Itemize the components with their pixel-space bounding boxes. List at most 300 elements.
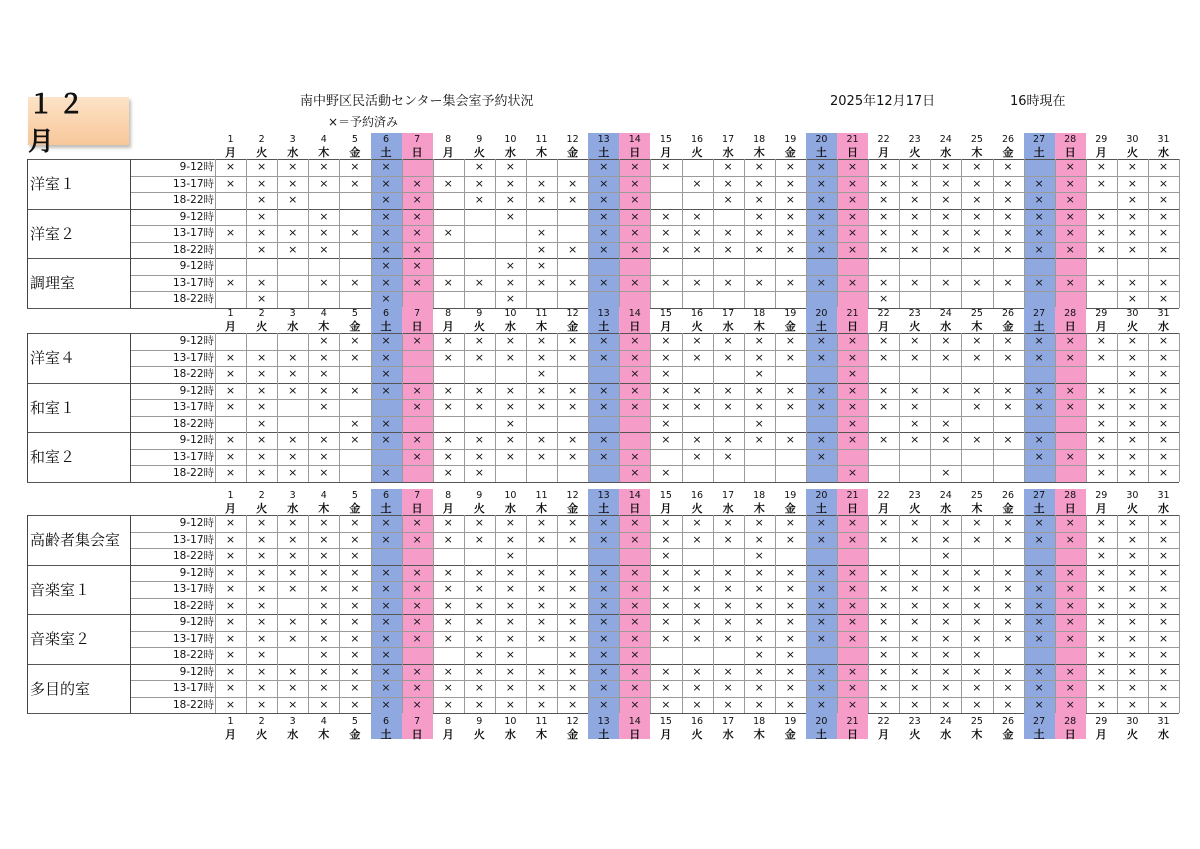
booked-mark: × (536, 598, 547, 612)
booked-mark: × (1127, 549, 1137, 562)
slot-label: 13-17時 (172, 450, 214, 463)
day-number: 21 (846, 308, 859, 319)
booked-mark: × (785, 582, 795, 595)
booked-mark: × (381, 259, 391, 272)
booked-mark: × (785, 532, 795, 546)
booked-mark: × (443, 226, 453, 239)
booked-mark: × (412, 449, 422, 463)
weekday-label: 土 (815, 502, 827, 515)
booked-mark: × (692, 350, 702, 364)
booked-mark: × (972, 532, 982, 546)
booked-mark: × (972, 582, 982, 595)
weekday-label: 月 (878, 728, 890, 741)
day-header (837, 715, 868, 741)
booked-mark: × (1127, 275, 1137, 289)
day-number: 8 (445, 716, 452, 727)
weekday-label: 水 (1158, 320, 1169, 333)
booked-mark: × (878, 664, 889, 678)
booked-mark: × (225, 582, 236, 595)
booked-mark: × (225, 449, 236, 463)
booked-mark: × (256, 416, 267, 430)
booked-mark: × (723, 350, 733, 364)
day-number: 27 (1033, 134, 1046, 145)
booked-mark: × (941, 565, 951, 579)
booked-mark: × (878, 615, 889, 628)
booked-mark: × (692, 516, 702, 529)
booked-mark: × (941, 681, 951, 694)
weekday-label: 水 (1158, 728, 1169, 741)
booked-mark: × (350, 664, 360, 678)
booked-mark: × (878, 383, 889, 397)
booked-mark: × (910, 334, 920, 347)
booked-mark: × (692, 242, 702, 256)
booked-mark: × (381, 648, 391, 661)
day-header (371, 133, 402, 159)
booked-mark: × (288, 664, 298, 678)
booked-mark: × (878, 598, 889, 612)
booked-mark: × (1096, 598, 1106, 612)
day-header (557, 307, 588, 333)
day-number: 5 (351, 134, 358, 145)
booked-mark: × (910, 648, 920, 661)
booked-mark: × (661, 350, 671, 364)
booked-mark: × (910, 516, 920, 529)
booked-mark: × (412, 226, 422, 239)
booked-mark: × (288, 631, 298, 645)
weekday-label: 木 (536, 502, 547, 515)
day-header (215, 715, 246, 741)
day-number: 25 (970, 134, 983, 145)
day-number: 1 (227, 134, 234, 145)
booked-mark: × (474, 466, 484, 479)
booked-mark: × (692, 631, 702, 645)
day-number: 28 (1064, 716, 1077, 727)
booked-mark: × (941, 226, 951, 239)
day-number: 16 (690, 716, 704, 727)
booked-mark: × (723, 664, 733, 678)
weekday-label: 金 (784, 728, 796, 741)
booked-mark: × (319, 449, 329, 463)
day-header (899, 133, 930, 159)
booked-mark: × (443, 516, 453, 529)
booked-mark: × (723, 160, 733, 173)
day-number: 19 (784, 308, 797, 319)
booked-mark: × (661, 433, 671, 446)
booked-mark: × (816, 681, 826, 694)
booked-mark: × (319, 433, 329, 446)
booked-mark: × (661, 681, 671, 694)
booked-mark: × (288, 226, 298, 239)
booked-mark: × (1003, 383, 1013, 397)
booked-mark: × (816, 209, 826, 223)
booked-mark: × (505, 160, 515, 173)
booked-mark: × (1158, 549, 1169, 562)
booked-mark: × (1096, 416, 1106, 430)
slot-label: 13-17時 (172, 682, 214, 694)
booked-mark: × (754, 615, 764, 628)
booked-mark: × (1127, 516, 1137, 529)
weekday-label: 金 (567, 320, 579, 333)
day-number: 23 (908, 134, 921, 145)
booked-mark: × (723, 615, 733, 628)
booked-mark: × (661, 367, 671, 380)
booked-mark: × (536, 565, 547, 579)
booked-mark: × (910, 242, 920, 256)
booked-mark: × (878, 209, 889, 223)
day-number: 29 (1095, 490, 1108, 501)
booked-mark: × (816, 160, 826, 173)
booked-mark: × (878, 242, 889, 256)
weekday-label: 月 (660, 502, 672, 515)
booked-mark: × (847, 466, 858, 479)
booked-mark: × (1065, 516, 1075, 529)
booked-mark: × (505, 631, 515, 645)
booked-mark: × (630, 582, 640, 595)
booked-mark: × (225, 160, 236, 173)
booked-mark: × (256, 648, 267, 661)
booked-mark: × (225, 176, 236, 190)
day-header (806, 307, 837, 333)
day-header (308, 715, 339, 741)
booked-mark: × (319, 383, 329, 397)
booked-mark: × (256, 549, 267, 562)
booked-mark: × (256, 367, 267, 380)
booked-mark: × (599, 350, 609, 364)
booked-mark: × (1096, 516, 1106, 529)
booked-mark: × (816, 598, 826, 612)
booked-mark: × (1158, 466, 1169, 479)
booked-mark: × (1034, 275, 1044, 289)
weekday-label: 日 (1064, 320, 1076, 333)
booked-mark: × (692, 582, 702, 595)
booked-mark: × (972, 209, 982, 223)
booked-mark: × (1065, 209, 1075, 223)
booked-mark: × (1158, 292, 1169, 305)
booked-mark: × (1127, 598, 1137, 612)
grid-line (1179, 333, 1180, 482)
report-date: 2025年12月17日 (830, 94, 936, 109)
day-number: 20 (815, 308, 828, 319)
booked-mark: × (1127, 449, 1137, 463)
day-number: 20 (815, 716, 828, 727)
booked-mark: × (474, 532, 484, 546)
room-name: 洋室２ (30, 224, 76, 243)
booked-mark: × (1065, 664, 1075, 678)
booked-mark: × (412, 532, 422, 546)
booked-mark: × (256, 242, 267, 256)
grid-line (130, 291, 1179, 292)
booked-mark: × (816, 631, 826, 645)
day-number: 8 (445, 308, 452, 319)
booked-mark: × (1034, 242, 1044, 256)
booked-mark: × (505, 516, 515, 529)
day-number: 28 (1064, 490, 1077, 501)
booked-mark: × (567, 449, 578, 463)
weekday-label: 月 (1095, 146, 1107, 159)
booked-mark: × (1127, 176, 1137, 190)
weekday-label: 金 (349, 320, 361, 333)
booked-mark: × (910, 664, 920, 678)
booked-mark: × (474, 582, 484, 595)
booked-mark: × (661, 226, 671, 239)
weekday-label: 日 (629, 146, 641, 159)
booked-mark: × (1158, 681, 1169, 694)
booked-mark: × (256, 532, 267, 546)
booked-mark: × (567, 433, 578, 446)
booked-mark: × (599, 383, 609, 397)
booked-mark: × (816, 582, 826, 595)
booked-mark: × (1127, 582, 1137, 595)
booked-mark: × (1034, 400, 1044, 413)
booked-mark: × (941, 466, 951, 479)
booked-mark: × (567, 350, 578, 364)
booked-mark: × (256, 615, 267, 628)
room-name: 音楽室２ (30, 630, 91, 649)
booked-mark: × (567, 631, 578, 645)
booked-mark: × (847, 400, 858, 413)
booked-mark: × (288, 367, 298, 380)
weekday-label: 日 (847, 728, 858, 741)
day-number: 21 (846, 134, 859, 145)
booked-mark: × (412, 209, 422, 223)
day-header (371, 489, 402, 515)
day-number: 9 (476, 716, 483, 727)
booked-mark: × (1158, 226, 1169, 239)
booked-mark: × (785, 433, 795, 446)
booked-mark: × (1127, 400, 1137, 413)
booked-mark: × (443, 433, 453, 446)
weekday-label: 木 (971, 146, 983, 159)
booked-mark: × (1096, 466, 1106, 479)
booked-mark: × (630, 400, 640, 413)
booked-mark: × (1158, 416, 1169, 430)
day-number: 22 (877, 134, 890, 145)
slot-label: 13-17時 (172, 276, 214, 289)
booked-mark: × (1034, 209, 1044, 223)
booked-mark: × (878, 433, 889, 446)
day-header (775, 133, 806, 159)
weekday-label: 日 (1064, 728, 1076, 741)
booked-mark: × (225, 681, 236, 694)
day-number: 30 (1126, 134, 1139, 145)
day-number: 14 (628, 134, 641, 145)
booked-mark: × (536, 193, 547, 206)
booked-mark: × (754, 648, 764, 661)
weekday-label: 土 (380, 728, 392, 741)
weekday-label: 金 (567, 146, 579, 159)
booked-mark: × (288, 350, 298, 364)
day-number: 3 (289, 490, 296, 501)
booked-mark: × (785, 275, 795, 289)
weekday-label: 水 (287, 502, 299, 515)
booked-mark: × (972, 433, 982, 446)
day-header (682, 715, 713, 741)
booked-mark: × (1127, 565, 1137, 579)
booked-mark: × (288, 549, 298, 562)
weekday-label: 水 (1158, 502, 1169, 515)
booked-mark: × (1065, 193, 1075, 206)
day-header (744, 715, 775, 741)
booked-mark: × (381, 334, 391, 347)
day-header (526, 133, 557, 159)
booked-mark: × (256, 697, 267, 711)
day-number: 3 (289, 308, 296, 319)
booked-mark: × (412, 598, 422, 612)
day-header (557, 489, 588, 515)
booked-mark: × (941, 697, 951, 711)
booked-mark: × (723, 516, 733, 529)
booked-mark: × (599, 449, 609, 463)
weekday-label: 火 (473, 502, 485, 515)
booked-mark: × (630, 648, 640, 661)
booked-mark: × (536, 582, 547, 595)
booked-mark: × (1127, 160, 1137, 173)
booked-mark: × (816, 565, 826, 579)
booked-mark: × (910, 582, 920, 595)
grid-line (130, 515, 131, 713)
booked-mark: × (692, 334, 702, 347)
day-number: 18 (753, 716, 766, 727)
day-number: 20 (815, 490, 828, 501)
booked-mark: × (723, 565, 733, 579)
booked-mark: × (847, 681, 858, 694)
booked-mark: × (474, 350, 484, 364)
booked-mark: × (599, 532, 609, 546)
grid-line (1179, 515, 1180, 713)
day-number: 9 (476, 490, 483, 501)
booked-mark: × (785, 350, 795, 364)
booked-mark: × (941, 416, 951, 430)
booked-mark: × (536, 334, 547, 347)
day-number: 31 (1157, 134, 1170, 145)
day-header (713, 133, 744, 159)
booked-mark: × (567, 193, 578, 206)
booked-mark: × (319, 582, 329, 595)
slot-label: 18-22時 (172, 368, 214, 380)
booked-mark: × (785, 176, 795, 190)
slot-label: 13-17時 (172, 583, 214, 595)
booked-mark: × (1034, 383, 1044, 397)
booked-mark: × (692, 176, 702, 190)
weekday-label: 火 (256, 146, 268, 159)
weekday-label: 水 (287, 320, 299, 333)
booked-mark: × (754, 582, 764, 595)
booked-mark: × (1065, 582, 1075, 595)
weekday-label: 土 (598, 502, 610, 515)
day-header (402, 133, 433, 159)
weekday-label: 金 (567, 728, 579, 741)
booked-mark: × (443, 275, 453, 289)
booked-mark: × (599, 400, 609, 413)
day-header (1055, 489, 1086, 515)
day-number: 5 (351, 716, 358, 727)
day-number: 11 (535, 308, 548, 319)
booked-mark: × (288, 193, 298, 206)
day-number: 5 (351, 490, 358, 501)
booked-mark: × (785, 615, 795, 628)
booked-mark: × (1158, 209, 1169, 223)
day-number: 12 (566, 134, 579, 145)
booked-mark: × (288, 466, 298, 479)
booked-mark: × (536, 275, 547, 289)
slot-label: 13-17時 (172, 177, 214, 190)
booked-mark: × (692, 598, 702, 612)
day-number: 29 (1095, 716, 1108, 727)
booked-mark: × (816, 532, 826, 546)
booked-mark: × (505, 582, 515, 595)
booked-mark: × (723, 582, 733, 595)
booked-mark: × (1158, 648, 1169, 661)
booked-mark: × (754, 532, 764, 546)
day-header (650, 307, 681, 333)
day-header (433, 133, 464, 159)
booked-mark: × (256, 275, 267, 289)
booked-mark: × (567, 400, 578, 413)
day-number: 12 (566, 716, 579, 727)
booked-mark: × (1034, 449, 1044, 463)
weekday-label: 火 (909, 728, 921, 741)
weekday-label: 土 (815, 728, 827, 741)
booked-mark: × (256, 176, 267, 190)
day-number: 22 (877, 308, 890, 319)
booked-mark: × (256, 292, 267, 305)
day-header (495, 715, 526, 741)
day-header (215, 489, 246, 515)
booked-mark: × (225, 532, 236, 546)
booked-mark: × (1096, 582, 1106, 595)
booked-mark: × (692, 226, 702, 239)
day-number: 18 (753, 134, 766, 145)
booked-mark: × (1127, 664, 1137, 678)
booked-mark: × (630, 334, 640, 347)
day-header (495, 307, 526, 333)
booked-mark: × (567, 582, 578, 595)
booked-mark: × (910, 350, 920, 364)
booked-mark: × (412, 615, 422, 628)
booked-mark: × (505, 598, 515, 612)
room-name: 和室１ (30, 398, 76, 417)
booked-mark: × (1034, 350, 1044, 364)
day-header (682, 307, 713, 333)
day-header (215, 133, 246, 159)
booked-mark: × (941, 582, 951, 595)
booked-mark: × (505, 350, 515, 364)
booked-mark: × (661, 416, 671, 430)
booked-mark: × (1034, 615, 1044, 628)
day-header (495, 133, 526, 159)
day-number: 22 (877, 716, 890, 727)
booked-mark: × (599, 664, 609, 678)
booked-mark: × (474, 697, 484, 711)
booked-mark: × (225, 615, 236, 628)
booked-mark: × (816, 275, 826, 289)
booked-mark: × (1003, 350, 1013, 364)
weekday-label: 火 (691, 146, 703, 159)
booked-mark: × (692, 433, 702, 446)
booked-mark: × (785, 160, 795, 173)
booked-mark: × (412, 697, 422, 711)
booked-mark: × (381, 193, 391, 206)
booked-mark: × (754, 697, 764, 711)
booked-mark: × (567, 383, 578, 397)
booked-mark: × (350, 615, 360, 628)
day-header (308, 489, 339, 515)
booked-mark: × (256, 350, 267, 364)
booked-mark: × (474, 193, 484, 206)
booked-mark: × (692, 697, 702, 711)
booked-mark: × (443, 615, 453, 628)
weekday-label: 日 (629, 502, 641, 515)
